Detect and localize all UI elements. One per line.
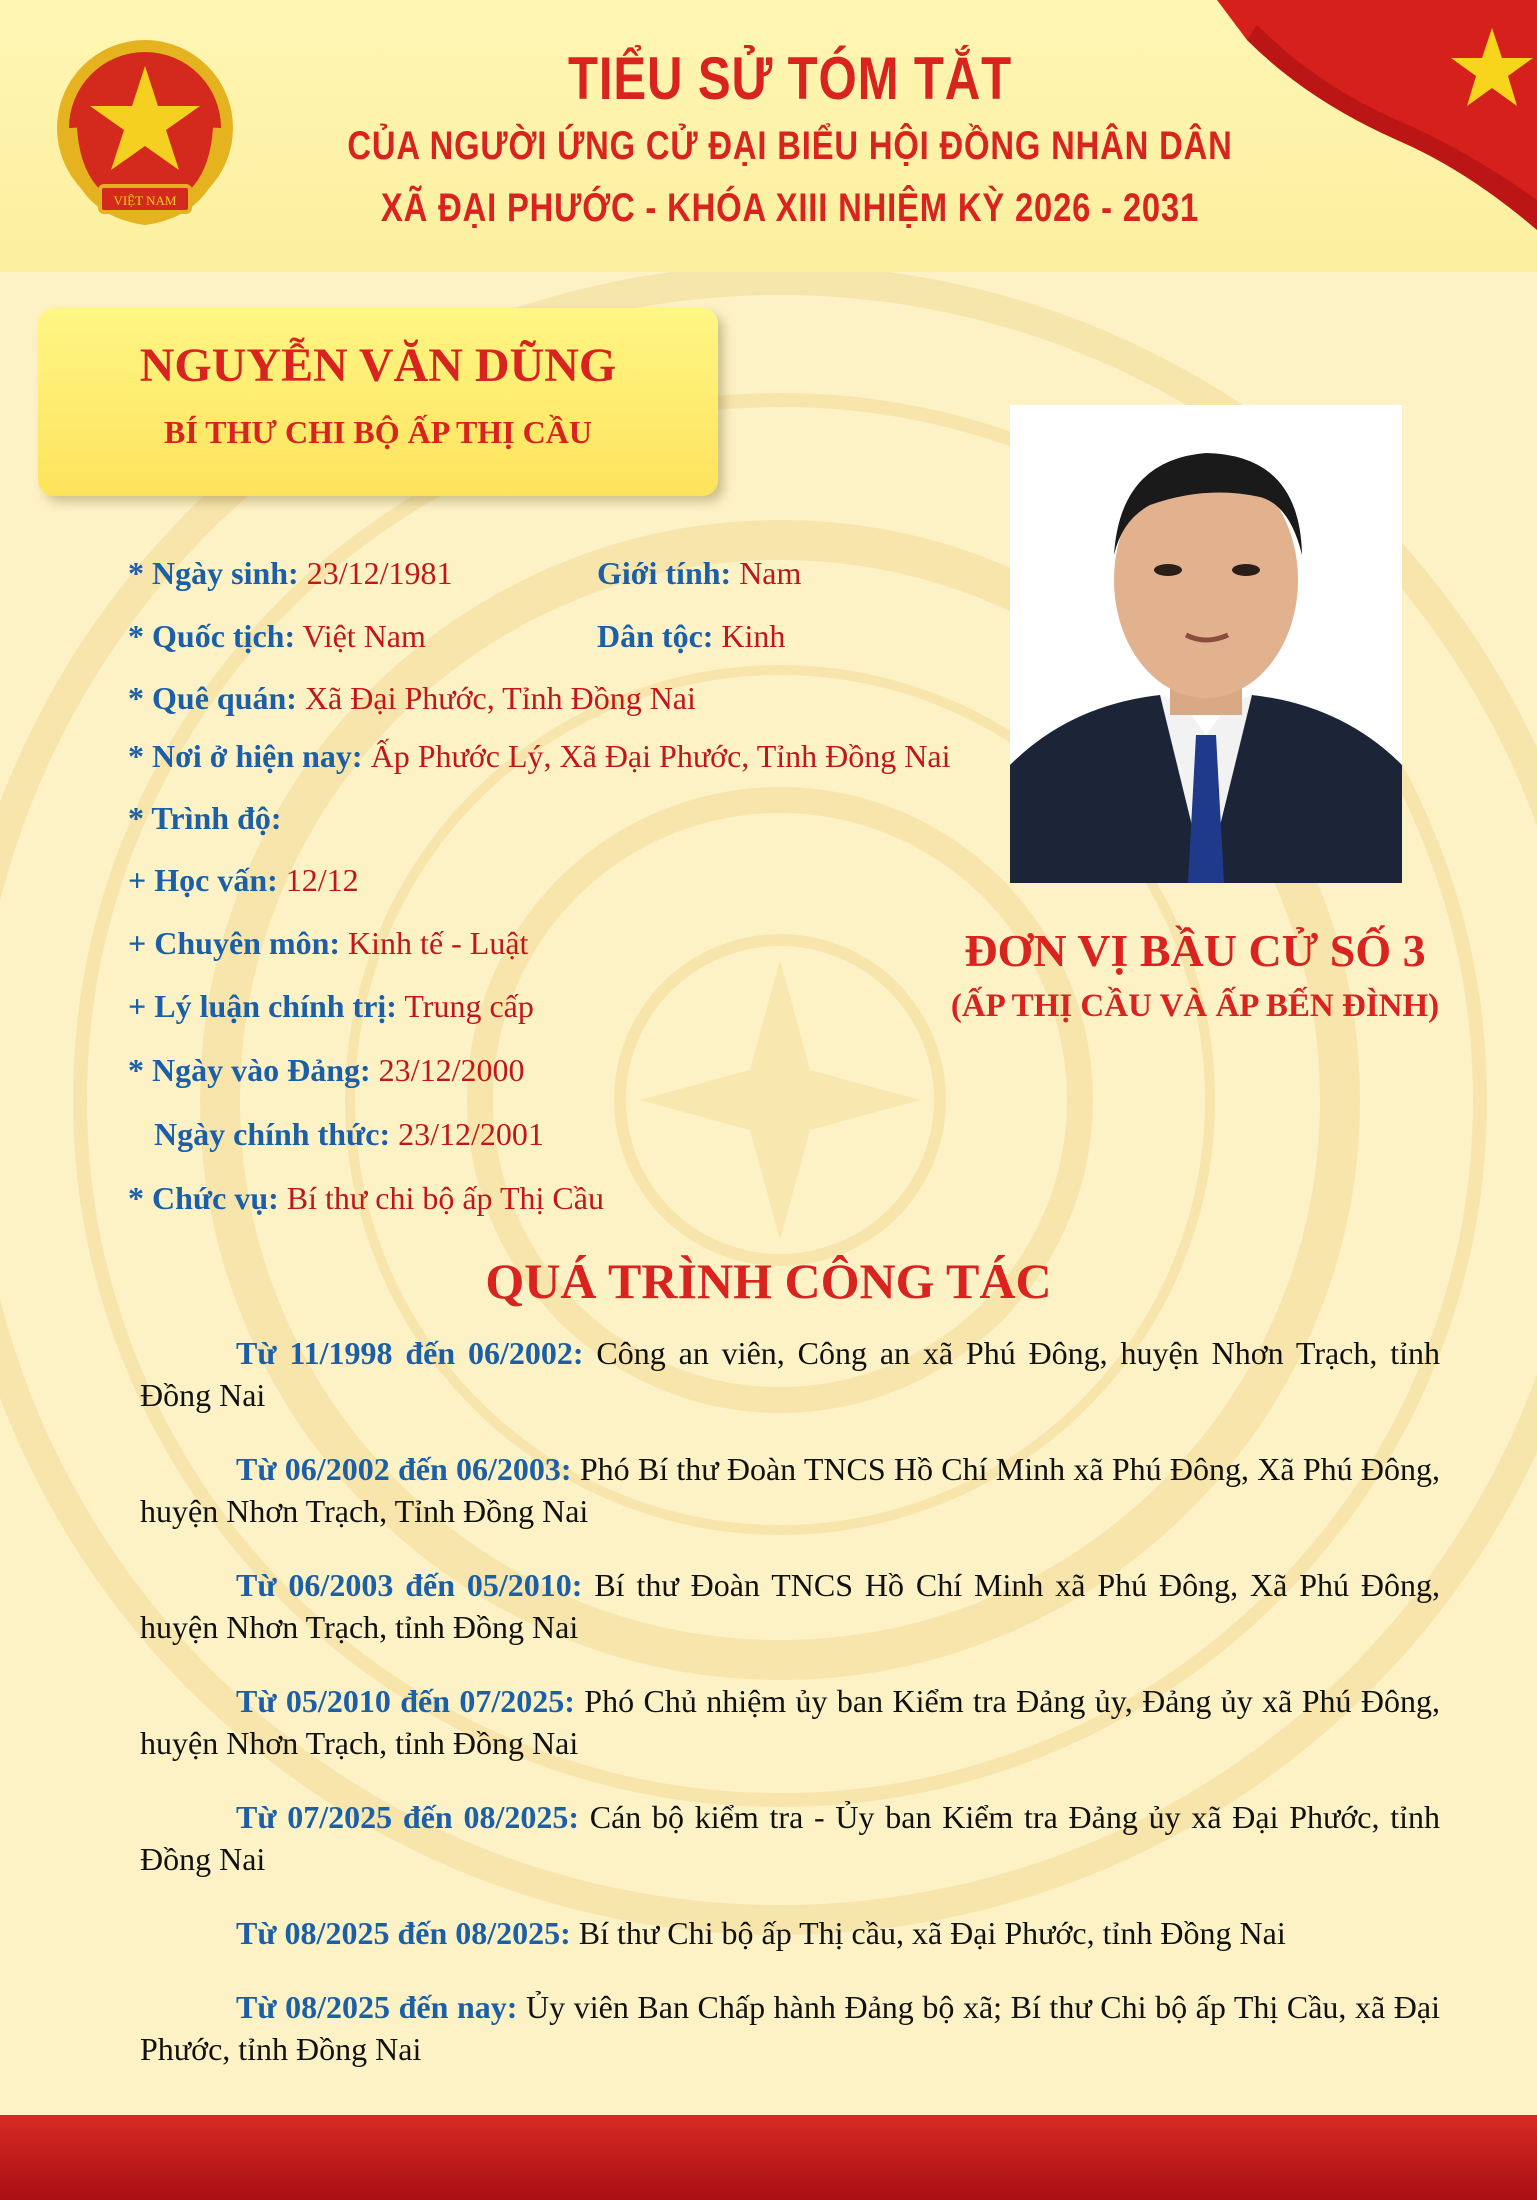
residence-label: * Nơi ở hiện nay: xyxy=(128,738,363,774)
career-list xyxy=(140,1332,1440,2085)
position-label: * Chức vụ: xyxy=(128,1180,279,1216)
education-row xyxy=(128,800,282,837)
document-subtitle-line1: CỦA NGƯỜI ỨNG CỬ ĐẠI BIỂU HỘI ĐỒNG NHÂN DÂN xyxy=(347,124,1233,168)
candidate-position-title: BÍ THƯ CHI BỘ ẤP THỊ CẦU xyxy=(164,414,592,450)
document-title: TIỂU SỬ TÓM TẮT xyxy=(568,45,1012,112)
career-description: Phó Bí thư Đoàn TNCS Hồ Chí Minh xã Phú Đông, Xã Phú Đông, huyện Nhơn Trạch, Tỉnh Đồng Nai xyxy=(140,1451,1441,1529)
residence-value: Ấp Phước Lý, Xã Đại Phước, Tỉnh Đồng Nai xyxy=(362,738,951,774)
ethnicity-label: Dân tộc: xyxy=(597,618,714,654)
gender-label: Giới tính: xyxy=(597,555,732,591)
residence-row xyxy=(128,738,950,775)
party-official-row xyxy=(154,1116,544,1153)
career-period: Từ 08/2025 đến nay: xyxy=(236,1989,518,2025)
hometown-value: Xã Đại Phước, Tỉnh Đồng Nai xyxy=(296,680,696,716)
ethnicity-value: Kinh xyxy=(713,618,786,654)
career-description: Công an viên, Công an xã Phú Đông, huyện Nhơn Trạch, tỉnh Đồng Nai xyxy=(140,1335,1441,1413)
dob-row xyxy=(128,555,452,592)
career-description: Bí thư Đoàn TNCS Hồ Chí Minh xã Phú Đông, Xã Phú Đông, huyện Nhơn Trạch, tỉnh Đồng Nai xyxy=(140,1567,1441,1645)
specialty-row xyxy=(128,925,528,962)
career-period: Từ 06/2003 đến 05/2010: xyxy=(236,1567,583,1603)
portrait-image xyxy=(1010,405,1402,883)
dob-label: * Ngày sinh: xyxy=(128,555,299,591)
gender-value: Nam xyxy=(731,555,802,591)
career-item xyxy=(140,1332,1440,1416)
career-period: Từ 07/2025 đến 08/2025: xyxy=(236,1799,580,1835)
position-row xyxy=(128,1180,604,1217)
party-join-label: * Ngày vào Đảng: xyxy=(128,1052,371,1088)
career-description: Bí thư Chi bộ ấp Thị cầu, xã Đại Phước, tỉnh Đồng Nai xyxy=(570,1915,1286,1951)
political-theory-label: + Lý luận chính trị: xyxy=(128,988,397,1024)
hometown-row xyxy=(128,680,696,717)
career-period: Từ 08/2025 đến 08/2025: xyxy=(236,1915,571,1951)
specialty-value: Kinh tế - Luật xyxy=(340,925,529,961)
career-period: Từ 06/2002 đến 06/2003: xyxy=(236,1451,572,1487)
candidate-photo xyxy=(1010,405,1402,883)
party-official-label: Ngày chính thức: xyxy=(154,1116,391,1152)
education-label: * Trình độ: xyxy=(128,800,282,836)
career-item xyxy=(140,1680,1440,1764)
career-item xyxy=(140,1912,1440,1954)
career-period: Từ 05/2010 đến 07/2025: xyxy=(236,1683,575,1719)
career-period: Từ 11/1998 đến 06/2002: xyxy=(236,1335,584,1371)
ethnicity-row xyxy=(597,618,785,655)
party-join-row xyxy=(128,1052,524,1089)
candidate-name-box xyxy=(38,308,718,496)
nationality-label: * Quốc tịch: xyxy=(128,618,296,654)
career-section-title: QUÁ TRÌNH CÔNG TÁC xyxy=(485,1253,1052,1309)
emblem-text: VIỆT NAM xyxy=(113,193,177,208)
political-theory-value: Trung cấp xyxy=(396,988,534,1024)
career-description: Cán bộ kiểm tra - Ủy ban Kiểm tra Đảng ủy xã Đại Phước, tỉnh Đồng Nai xyxy=(140,1799,1441,1877)
career-item xyxy=(140,1448,1440,1532)
dob-value: 23/12/1981 xyxy=(298,555,453,591)
national-emblem-icon xyxy=(50,18,240,258)
general-education-label: + Học vấn: xyxy=(128,862,278,898)
candidate-name: NGUYỄN VĂN DŨNG xyxy=(139,339,617,392)
general-education-row xyxy=(128,862,359,899)
career-description: Phó Chủ nhiệm ủy ban Kiểm tra Đảng ủy, Đảng ủy xã Phú Đông, huyện Nhơn Trạch, tỉnh Đồng Nai xyxy=(140,1683,1441,1761)
career-item xyxy=(140,1796,1440,1880)
political-theory-row xyxy=(128,988,534,1025)
career-item xyxy=(140,1986,1440,2070)
electoral-unit-subtitle: (ẤP THỊ CẦU VÀ ẤP BẾN ĐÌNH) xyxy=(950,988,1440,1024)
position-value: Bí thư chi bộ ấp Thị Cầu xyxy=(278,1180,604,1216)
career-item xyxy=(140,1564,1440,1648)
party-join-value: 23/12/2000 xyxy=(370,1052,525,1088)
specialty-label: + Chuyên môn: xyxy=(128,925,341,961)
document-subtitle-line2: XÃ ĐẠI PHƯỚC - KHÓA XIII NHIỆM KỲ 2026 - 2031 xyxy=(380,186,1200,230)
career-description: Ủy viên Ban Chấp hành Đảng bộ xã; Bí thư Chi bộ ấp Thị Cầu, xã Đại Phước, tỉnh Đồng Nai xyxy=(140,1989,1441,2067)
nationality-value: Việt Nam xyxy=(295,618,426,654)
electoral-unit-title: ĐƠN VỊ BẦU CỬ SỐ 3 xyxy=(964,925,1426,976)
party-official-value: 23/12/2001 xyxy=(390,1116,544,1152)
nationality-row xyxy=(128,618,426,655)
footer-band xyxy=(0,2115,1537,2200)
general-education-value: 12/12 xyxy=(277,862,359,898)
gender-row xyxy=(597,555,801,592)
hometown-label: * Quê quán: xyxy=(128,680,297,716)
